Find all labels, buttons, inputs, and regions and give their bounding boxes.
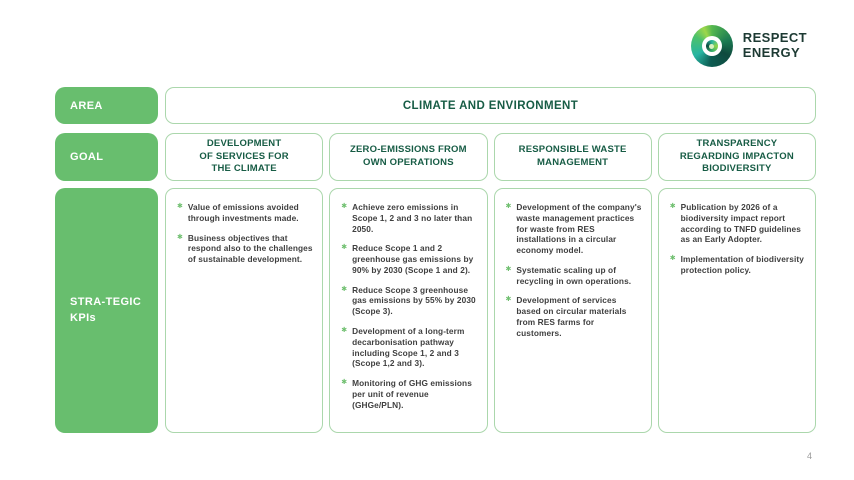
kpi-text: Reduce Scope 3 greenhouse gas emissions by 55% by 2030 (Scope 3). bbox=[352, 284, 476, 317]
kpi-item bbox=[506, 265, 642, 287]
bullet-icon: ✱ bbox=[505, 265, 512, 273]
kpi-box-transparency-biodiversity bbox=[658, 188, 816, 433]
goal-line: OWN OPERATIONS bbox=[362, 157, 454, 168]
kpi-label-line: STRA-TEGIC bbox=[70, 296, 142, 309]
kpi-text: Achieve zero emissions in Scope 1, 2 and 3 no later than 2050. bbox=[352, 202, 473, 234]
goal-transparency-biodiversity bbox=[658, 133, 816, 181]
kpi-item bbox=[670, 202, 806, 245]
goal-line: RESPONSIBLE WASTE bbox=[518, 144, 627, 156]
bullet-icon: ✱ bbox=[341, 244, 348, 252]
logo-ring-hole bbox=[702, 36, 722, 56]
bullet-icon: ✱ bbox=[505, 296, 512, 304]
goal-line: TRANSPARENCY bbox=[696, 138, 778, 150]
bullet-icon: ✱ bbox=[341, 327, 348, 335]
goal-columns bbox=[165, 133, 816, 181]
strategic-kpis-label bbox=[55, 188, 158, 433]
brand-name-line1: RESPECT bbox=[742, 30, 807, 46]
kpi-text: Development of services based on circular materials from RES farms for customers. bbox=[516, 295, 627, 338]
kpi-item bbox=[341, 202, 477, 234]
kpi-item bbox=[506, 295, 642, 338]
bullet-icon: ✱ bbox=[341, 379, 348, 387]
kpi-item bbox=[670, 254, 806, 276]
bullet-icon: ✱ bbox=[177, 233, 183, 241]
kpi-list bbox=[506, 202, 642, 339]
kpi-columns bbox=[165, 188, 816, 433]
kpi-item bbox=[341, 243, 477, 275]
kpi-row bbox=[55, 188, 816, 433]
kpi-text: Value of emissions avoided through investments made. bbox=[187, 202, 299, 223]
bullet-icon: ✱ bbox=[341, 285, 348, 293]
kpi-item bbox=[341, 285, 477, 317]
kpi-text: Implementation of biodiversity protection policy. bbox=[680, 254, 804, 275]
kpi-item bbox=[177, 202, 313, 224]
page-number: 4 bbox=[806, 451, 812, 461]
goal-services-for-climate bbox=[165, 133, 323, 181]
kpi-list bbox=[177, 202, 313, 265]
logo-core-hole bbox=[709, 44, 714, 49]
bullet-icon: ✱ bbox=[177, 203, 183, 210]
respect-energy-logo-icon bbox=[691, 25, 733, 67]
kpi-list bbox=[341, 202, 477, 411]
goal-zero-emissions bbox=[329, 133, 487, 181]
kpi-text: Systematic scaling up of recycling in own operations. bbox=[516, 264, 632, 286]
kpi-list bbox=[670, 202, 806, 276]
kpi-text: Reduce Scope 1 and 2 greenhouse gas emissions by 90% by 2030 (Scope 1 and 2). bbox=[352, 243, 474, 275]
kpi-text: Monitoring of GHG emissions per unit of revenue (GHGe/PLN). bbox=[352, 378, 472, 410]
brand-wordmark bbox=[743, 31, 807, 60]
area-value: CLIMATE AND ENVIRONMENT bbox=[165, 87, 816, 124]
goal-line: MANAGEMENT bbox=[537, 157, 609, 168]
kpi-text: Publication by 2026 of a biodiversity impact report according to TNFD guidelines as an Early Adopter. bbox=[680, 202, 801, 245]
goal-responsible-waste bbox=[494, 133, 652, 181]
bullet-icon: ✱ bbox=[669, 255, 676, 263]
kpi-text: Business objectives that respond also to the challenges of sustainable development. bbox=[187, 232, 313, 265]
bullet-icon: ✱ bbox=[669, 203, 676, 210]
goal-line: DEVELOPMENT bbox=[206, 138, 282, 150]
area-row bbox=[55, 87, 816, 124]
kpi-text: Development of a long-term decarbonisation pathway including Scope 1, 2 and 3 (Scope 1,2 and 3). bbox=[352, 326, 465, 369]
goal-line: OF SERVICES FOR bbox=[199, 150, 289, 162]
kpi-label-line: KPIs bbox=[70, 311, 97, 324]
goal-line: REGARDING IMPACTON bbox=[679, 150, 794, 162]
goal-line: BIODIVERSITY bbox=[702, 163, 772, 175]
goal-row bbox=[55, 133, 816, 181]
kpi-item bbox=[177, 233, 313, 265]
bullet-icon: ✱ bbox=[341, 203, 348, 210]
brand-logo bbox=[691, 25, 807, 67]
kpi-box-zero-emissions bbox=[329, 188, 487, 433]
bullet-icon: ✱ bbox=[505, 203, 512, 210]
goal-line: THE CLIMATE bbox=[211, 163, 277, 175]
kpi-box-services-for-climate bbox=[165, 188, 323, 433]
kpi-item bbox=[506, 202, 642, 256]
area-row-label: AREA bbox=[55, 87, 158, 124]
logo-core-icon bbox=[706, 40, 718, 52]
goal-row-label: GOAL bbox=[55, 133, 158, 181]
kpi-box-responsible-waste bbox=[494, 188, 652, 433]
brand-name-line2: ENERGY bbox=[742, 45, 801, 60]
esg-table bbox=[55, 87, 816, 433]
kpi-item bbox=[341, 326, 477, 369]
kpi-text: Development of the company's waste management practices for waste from RES installations in a circular economy model. bbox=[516, 202, 642, 256]
kpi-item bbox=[341, 378, 477, 410]
goal-line: ZERO-EMISSIONS FROM bbox=[350, 144, 467, 156]
